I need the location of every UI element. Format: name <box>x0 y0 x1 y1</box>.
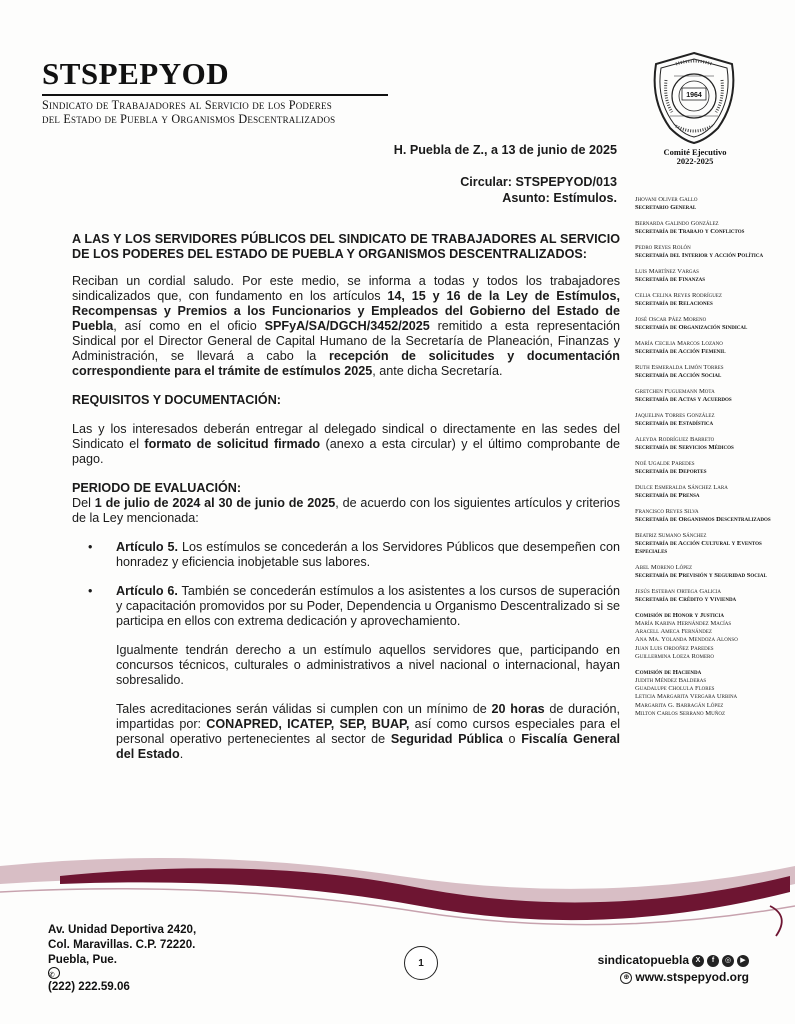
facebook-icon[interactable]: f <box>707 955 719 967</box>
subject-line: Asunto: Estímulos. <box>502 191 617 205</box>
committee-member: Noé Ugalde Paredes Secretaría de Deportes <box>635 460 707 475</box>
phone-icon: ✆ <box>48 967 60 979</box>
committee-member: María Cecilia Marcos Lozano Secretaría de Acción Femenil <box>635 340 726 355</box>
seal-caption-period: 2022-2025 <box>676 156 714 166</box>
executive-committee-list <box>635 196 785 726</box>
committee-member: Jesús Esteban Ortega Galicia Secretaría de Crédito y Vivienda <box>635 588 737 603</box>
committee-member: Jhovani Oliver Gallo Secretario General <box>635 196 698 211</box>
committee-member: Abel Moreno López Secretaría de Previsión y Seguridad Social <box>635 564 767 579</box>
brand-divider <box>42 94 388 96</box>
honor-justice-commission: Comisión de Honor y Justicia María Karina Hernández Macías Aracell Ameca Fernández Ana Ma. Yolanda Mendoza Alonso Juan Luis Ordoñez Paredes Guillermina Loeza Romero <box>635 612 738 660</box>
greeting: A LAS Y LOS SERVIDORES PÚBLICOS DEL SINDICATO DE TRABAJADORES AL SERVICIO DE LOS PODERES DEL ESTADO DE PUEBLA Y ORGANISMOS DESCENTRALIZADOS: <box>72 232 620 261</box>
address-line-2: Col. Maravillas. C.P. 72220. <box>48 938 196 951</box>
committee-member: José Oscar Páez Moreno Secretaría de Organización Sindical <box>635 316 748 331</box>
address-line-3: Puebla, Pue. <box>48 953 117 966</box>
committee-member: Francisco Reyes Silva Secretaría de Organismos Descentralizados <box>635 508 771 523</box>
evaluation-paragraph: Del 1 de julio de 2024 al 30 de junio de 2025, de acuerdo con los siguientes artículos y criterios de la Ley mencionada: <box>72 496 620 525</box>
phone-row <box>48 967 196 994</box>
bullet-icon: • <box>88 540 93 554</box>
footer-address <box>48 922 196 994</box>
committee-member: Bernarda Galindo González Secretaría de Trabajo y Conflictos <box>635 220 745 235</box>
social-row <box>598 952 749 969</box>
committee-member: Ruth Esmeralda Limón Torres Secretaría de Acción Social <box>635 364 724 379</box>
letter-body <box>72 232 620 776</box>
phone-number[interactable]: (222) 222.59.06 <box>48 980 130 993</box>
requirements-paragraph: Las y los interesados deberán entregar al delegado sindical o directamente en las sedes del Sindicato el formato de solicitud firmado (anexo a esta circular) y el último comprobante de pago. <box>72 422 621 466</box>
articles-list <box>88 540 620 629</box>
instagram-icon[interactable]: ◎ <box>722 955 734 967</box>
org-name-line-1: Sindicato de Trabajadores al Servicio de los Poderes <box>42 98 332 112</box>
bullet-icon: • <box>88 584 93 598</box>
committee-member: Beatriz Sumano Sánchez Secretaría de Acción Cultural y Eventos Especiales <box>635 532 762 555</box>
website-row <box>598 969 749 986</box>
list-item-article-5: • Artículo 5. Los estímulos se concederán a los Servidores Públicos que desempeñen con honradez y eficiencia inobjetable sus labores. <box>88 540 620 569</box>
union-seal-logo <box>646 50 742 146</box>
website-link[interactable]: www.stspepyod.org <box>635 970 749 984</box>
brand-name: STSPEPYOD <box>42 56 230 91</box>
evaluation-heading: PERIODO DE EVALUACIÓN: <box>72 481 242 495</box>
page-number: 1 <box>404 946 438 980</box>
committee-member: Aleyda Rodríguez Barreto Secretaría de Servicios Médicos <box>635 436 734 451</box>
committee-member: Luis Martínez Vargas Secretaría de Finanzas <box>635 268 706 283</box>
committee-member: Pedro Reyes Rolón Secretaría del Interior y Acción Política <box>635 244 764 259</box>
dateline: H. Puebla de Z., a 13 de junio de 2025 <box>393 143 617 157</box>
social-handle[interactable]: sindicatopuebla <box>597 953 689 967</box>
treasury-commission: Comisión de Hacienda Judith Méndez Balderas Guadalupe Cholula Flores Leticia Margarita Vergara Urbina Margarita G. Barragán López Milton Carlos Serrano Muñoz <box>635 669 738 717</box>
committee-member: Celia Celina Reyes Rodríguez Secretaría de Relaciones <box>635 292 722 307</box>
intro-paragraph: Reciban un cordial saludo. Por este medio, se informa a todas y todos los trabajadores sindicalizados que, con fundamento en los artículos 14, 15 y 16 de la Ley de Estímulos, Recompensas y Premios a los Funcionarios y Empleados del Gobierno del Estado de Puebla, así como en el oficio SPFyA/SA/DGCH/3452/2025 remitido a esta representación Sindical por el Director General de Capital Humano de la Secretaría de Planeación, Finanzas y Administración, se llevará a cabo la recepción de solicitudes y documentación correspondiente para el trámite de estímulos 2025, ante dicha Secretaría. <box>72 274 620 378</box>
committee-member: Jaquelina Torres González Secretaría de Estadística <box>635 412 715 427</box>
circular-number: Circular: STSPEPYOD/013 <box>460 175 617 189</box>
address-line-1: Av. Unidad Deportiva 2420, <box>48 923 197 936</box>
x-icon[interactable]: X <box>692 955 704 967</box>
committee-member: Gretchen Fuguemann Mota Secretaría de Actas y Acuerdos <box>635 388 732 403</box>
org-name-line-2: del Estado de Puebla y Organismos Descentralizados <box>42 112 336 126</box>
competitions-paragraph: Igualmente tendrán derecho a un estímulo aquellos servidores que, participando en concursos técnicos, culturales o administrativos a nivel nacional o internacional, hayan sobresalido. <box>116 643 620 687</box>
footer-social <box>598 952 749 986</box>
seal-caption-committee: Comité Ejecutivo <box>663 147 727 157</box>
globe-icon: ⊕ <box>620 972 632 984</box>
requirements-heading: REQUISITOS Y DOCUMENTACIÓN: <box>72 393 281 407</box>
committee-member: Dulce Esmeralda Sánchez Lara Secretaría de Prensa <box>635 484 728 499</box>
youtube-icon[interactable]: ▶ <box>737 955 749 967</box>
seal-year: 1964 <box>686 92 702 99</box>
accreditation-paragraph: Tales acreditaciones serán válidas si cumplen con un mínimo de 20 horas de duración, impartidas por: CONAPRED, ICATEP, SEP, BUAP, así como cursos especiales para el personal operativo pertenecientes al sector de Seguridad Pública o Fiscalía General del Estado. <box>116 702 620 761</box>
list-item-article-6: • Artículo 6. También se concederán estímulos a los asistentes a los cursos de superación y capacitación promovidos por su Poder, Dependencia u Organismo Descentralizado si se participa en ellos con extrema dedicación y aprovechamiento. <box>88 584 620 628</box>
